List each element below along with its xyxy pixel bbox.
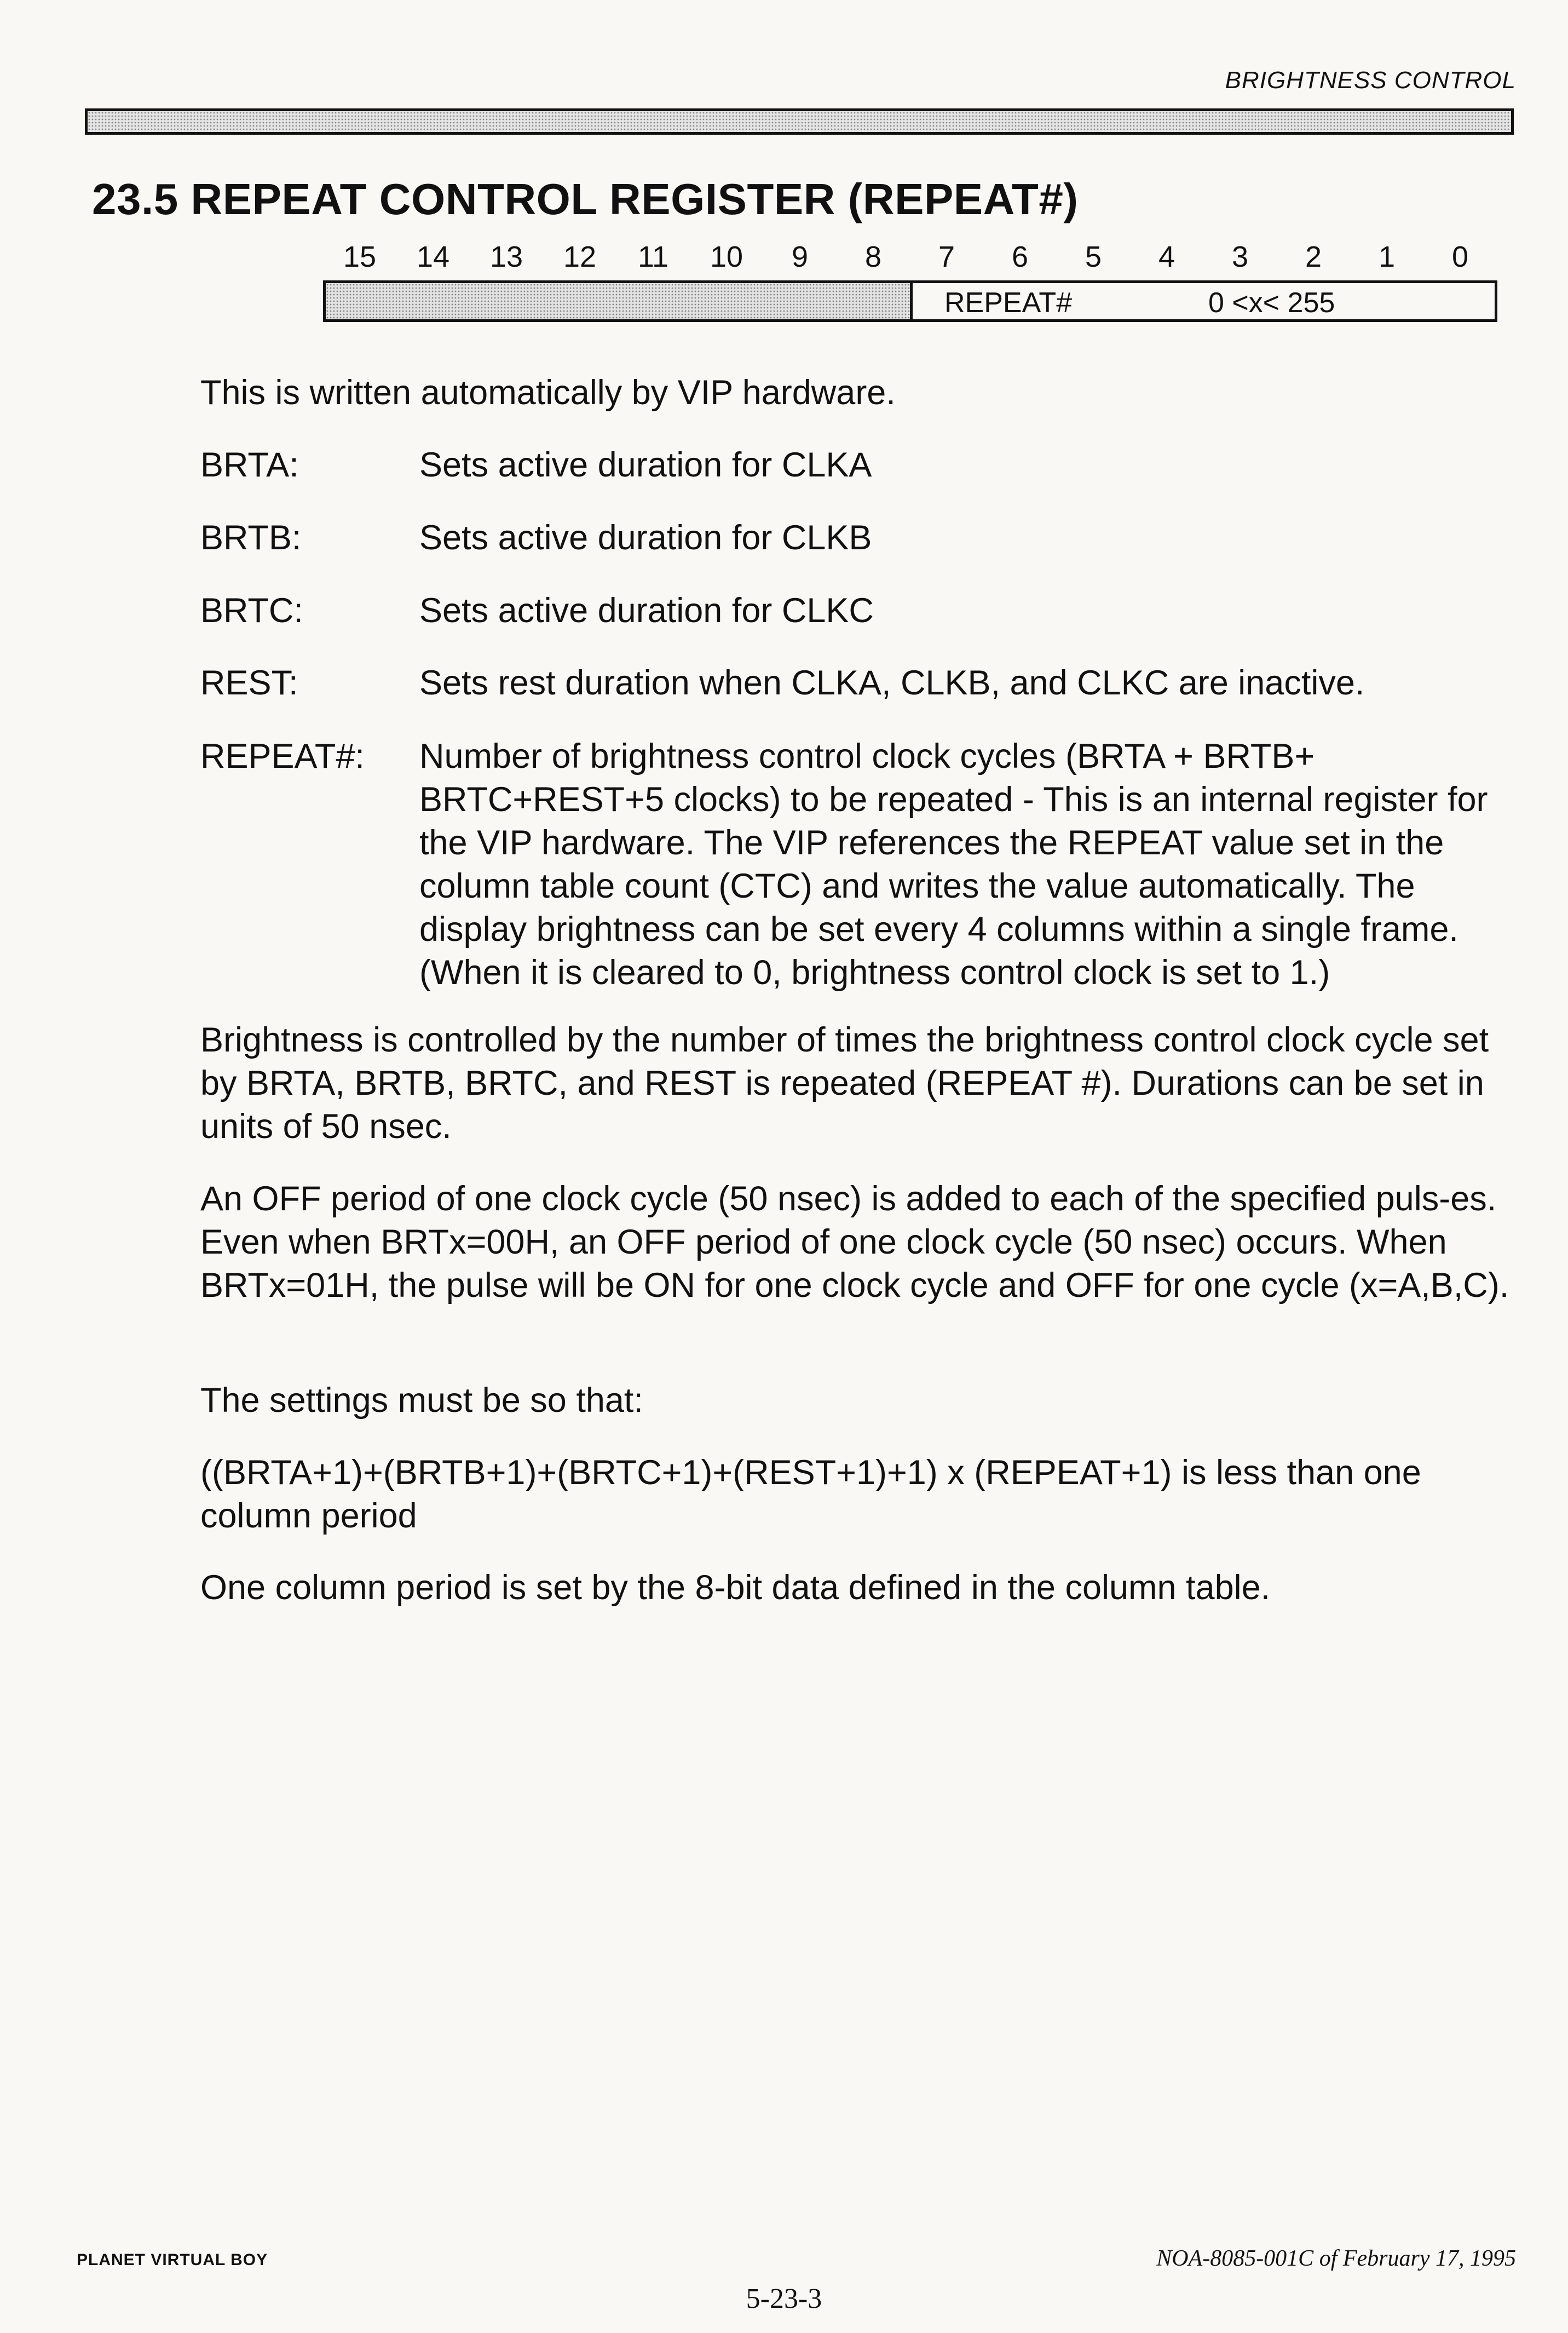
bit-number: 4 (1158, 240, 1175, 273)
footer-publication-name: PLANET VIRTUAL BOY (77, 2251, 268, 2269)
bit-number: 0 (1451, 240, 1469, 273)
definition-description: Sets active duration for CLKB (419, 519, 872, 557)
header-rule-bar (85, 108, 1514, 135)
definition-term: REPEAT#: (200, 737, 365, 775)
bit-number: 13 (489, 240, 523, 273)
bit-number: 6 (1011, 240, 1029, 273)
paragraph-formula: ((BRTA+1)+(BRTB+1)+(BRTC+1)+(REST+1)+1) x (REPEAT+1) is less than one column period (200, 1453, 1421, 1535)
paragraph-off-period: An OFF period of one clock cycle (50 nsec) is added to each of the specified puls-es. Even when BRTx=00H, an OFF period of one clock cycle (50 nsec) occurs. When BRTx=01H, the pulse will be ON for one clock cycle and OFF for one cycle (x=A,B,C). (200, 1180, 1509, 1305)
definition-description: Sets active duration for CLKC (419, 591, 874, 630)
bit-number: 7 (938, 240, 955, 273)
header-section-label: BRIGHTNESS CONTROL (1225, 67, 1516, 94)
definition-term: REST: (200, 664, 298, 702)
bit-number: 3 (1231, 240, 1249, 273)
register-reserved-bits (326, 283, 913, 319)
footer-document-id: NOA-8085-001C of February 17, 1995 (1156, 2246, 1516, 2271)
intro-paragraph: This is written automatically by VIP hardware. (200, 373, 896, 412)
page-number: 5-23-3 (746, 2283, 822, 2314)
register-diagram (323, 280, 1497, 322)
register-bit-numbers (323, 240, 1497, 278)
definition-term: BRTA: (200, 446, 299, 484)
paragraph-column-period: One column period is set by the 8-bit data defined in the column table. (200, 1568, 1271, 1607)
definition-term: BRTC: (200, 591, 303, 630)
bit-number: 5 (1085, 240, 1102, 273)
definition-description: Sets active duration for CLKA (419, 446, 872, 484)
definition-description: Number of brightness control clock cycles (BRTA + BRTB+ BRTC+REST+5 clocks) to be repeated - This is an internal register for the VIP hardware. The VIP references the REPEAT value set in the column table count (CTC) and writes the value automatically. The display brightness can be set every 4 columns within a single frame. (When it is cleared to 0, brightness control clock is set to 1.) (419, 737, 1488, 992)
bit-number: 1 (1378, 240, 1396, 273)
paragraph-settings: The settings must be so that: (200, 1381, 643, 1420)
bit-number: 11 (637, 240, 669, 273)
bit-number: 15 (343, 240, 377, 273)
paragraph-brightness: Brightness is controlled by the number of times the brightness control clock cycle set by BRTA, BRTB, BRTC, and REST is repeated (REPEAT #). Durations can be set in units of 50 nsec. (200, 1021, 1489, 1146)
bit-number: 10 (710, 240, 743, 273)
bit-number: 14 (416, 240, 450, 273)
register-field-range: 0 <x< 255 (1208, 287, 1335, 319)
register-field-repeat (913, 283, 1495, 319)
bit-number: 9 (791, 240, 809, 273)
definition-description: Sets rest duration when CLKA, CLKB, and CLKC are inactive. (419, 664, 1365, 702)
bit-number: 2 (1305, 240, 1322, 273)
bit-number: 8 (864, 240, 882, 273)
register-field-name: REPEAT# (944, 287, 1073, 319)
definition-term: BRTB: (200, 519, 302, 557)
bit-number: 12 (563, 240, 597, 273)
section-title: 23.5 REPEAT CONTROL REGISTER (REPEAT#) (92, 175, 1079, 223)
